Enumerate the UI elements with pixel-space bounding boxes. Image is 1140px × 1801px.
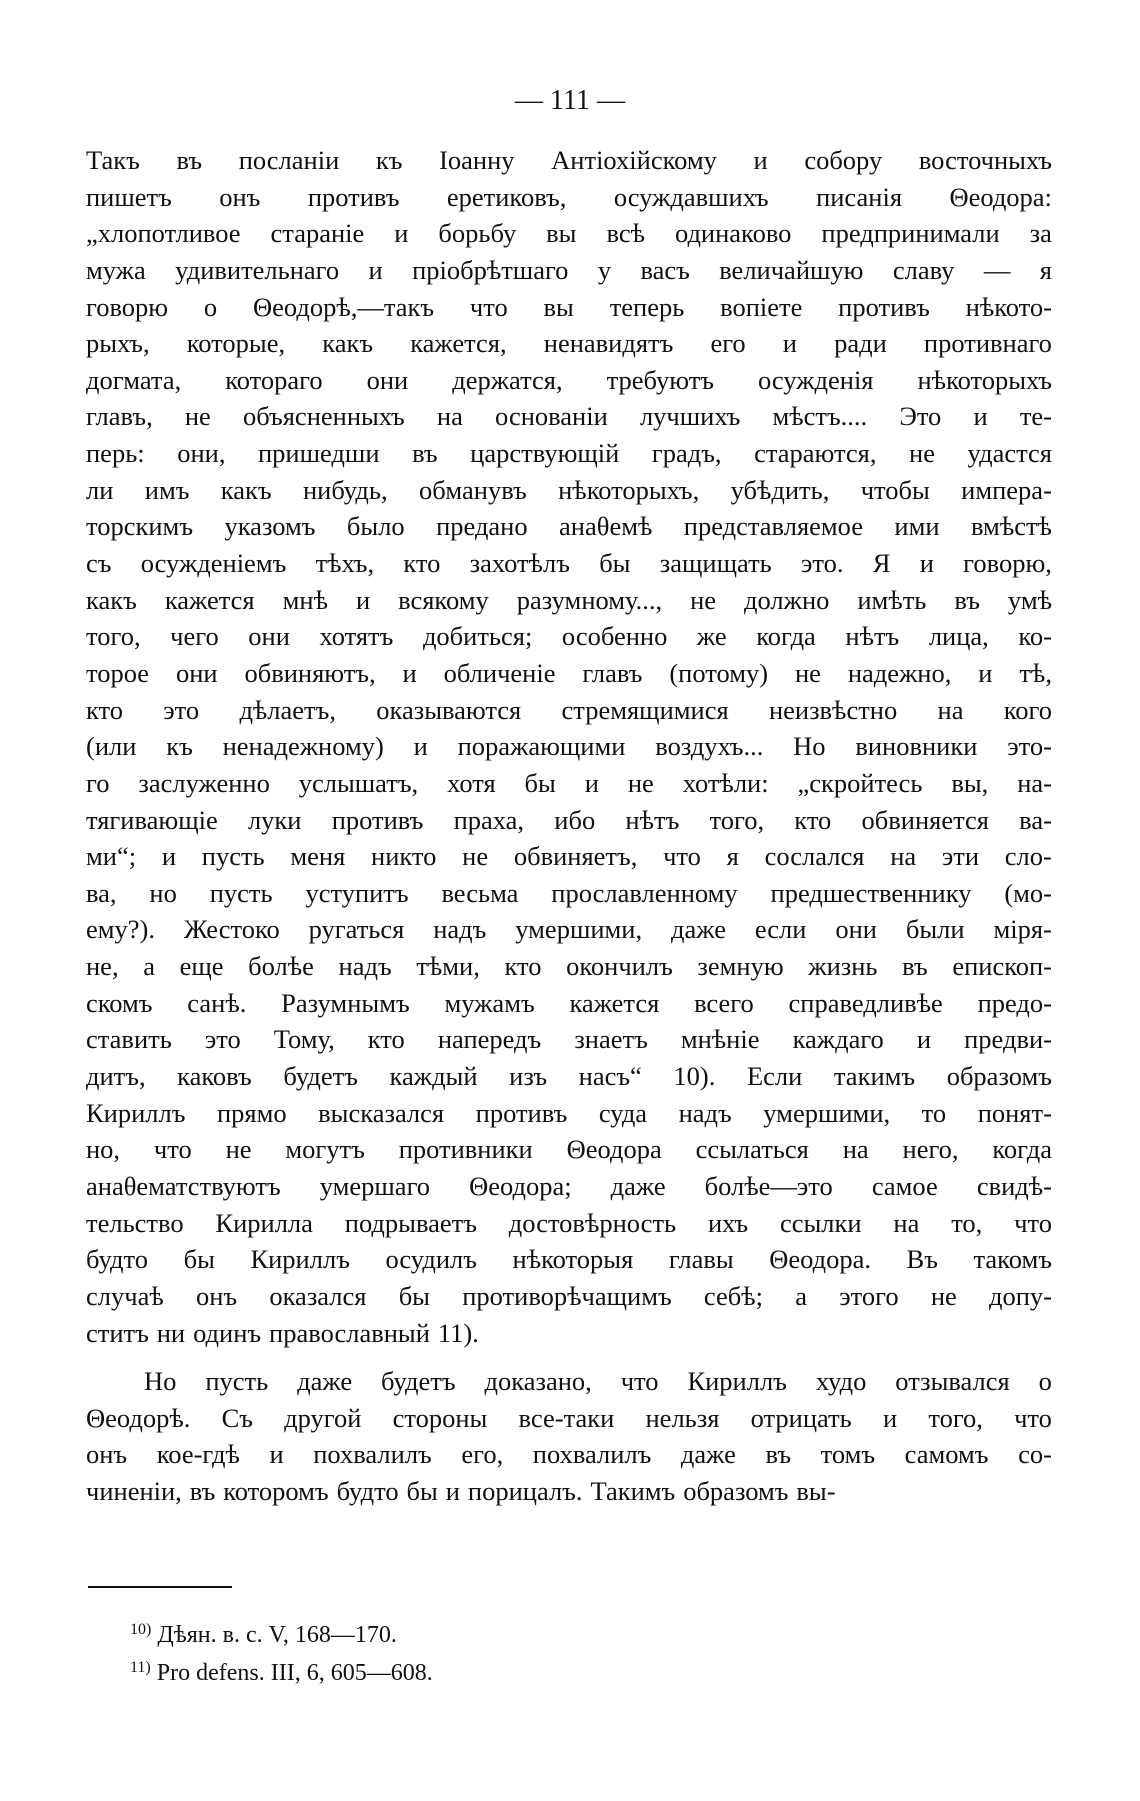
text-line: рыхъ, которые, какъ кажется, ненавидятъ его и ради противнаго: [86, 328, 1052, 359]
text-line: „хлопотливое стараніе и борьбу вы всѣ одинаково предпринимали за: [86, 218, 1052, 249]
footnote-mark: 10): [130, 1621, 152, 1638]
text-line: перь: они, пришедши въ царствующій градъ, стараются, не удастся: [86, 438, 1052, 469]
text-line: Кириллъ прямо высказался противъ суда надъ умершими, то понят-: [86, 1097, 1052, 1128]
text-line: го заслуженно услышатъ, хотя бы и не хотѣли: „скройтесь вы, на-: [86, 767, 1052, 798]
footnotes: [130, 1616, 1030, 1692]
text-line: догмата, котораго они держатся, требуютъ осужденія нѣкоторыхъ: [86, 364, 1052, 395]
text-line: дитъ, каковъ будетъ каждый изъ насъ“ 10). Если такимъ образомъ: [86, 1061, 1052, 1092]
text-line: ему?). Жестоко ругаться надъ умершими, даже если они были міря-: [86, 914, 1052, 945]
text-line: ва, но пусть уступитъ весьма прославленному предшественнику (мо-: [86, 877, 1052, 908]
text-line: ставить это Тому, кто напередъ знаетъ мнѣніе каждаго и предви-: [86, 1024, 1052, 1055]
text-line: говорю о Θеодорѣ,—такъ что вы теперь вопіете противъ нѣкото-: [86, 291, 1052, 322]
text-line: того, чего они хотятъ добиться; особенно же когда нѣтъ лица, ко-: [86, 621, 1052, 652]
paragraph-gap: [86, 1351, 1052, 1363]
text-line: (или къ ненадежному) и поражающими воздухъ... Но виновники это-: [86, 731, 1052, 762]
body-text: [86, 142, 1052, 1510]
text-line: торое они обвиняютъ, и обличеніе главъ (потому) не надежно, и тѣ,: [86, 657, 1052, 688]
text-line: какъ кажется мнѣ и всякому разумному..., не должно имѣть въ умѣ: [86, 584, 1052, 615]
page-number: — 111 —: [515, 85, 625, 116]
paragraph-2: [86, 1363, 1052, 1510]
text-line: Θеодорѣ. Съ другой стороны все-таки нельзя отрицать и того, что: [86, 1402, 1052, 1433]
text-line: главъ, не объясненныхъ на основаніи лучшихъ мѣстъ.... Это и те-: [86, 401, 1052, 432]
text-line: анаθематствуютъ умершаго Θеодора; даже болѣе—это самое свидѣ-: [86, 1170, 1052, 1201]
text-line: будто бы Кириллъ осудилъ нѣкоторыя главы Θеодора. Въ такомъ: [86, 1244, 1052, 1275]
text-line: мужа удивительнаго и пріобрѣтшаго у васъ величайшую славу — я: [86, 254, 1052, 285]
footnote-rule: [88, 1586, 232, 1588]
footnote-10: [130, 1616, 1030, 1654]
footnote-text: Дѣян. в. с. V, 168—170.: [157, 1622, 397, 1648]
text-line: пишетъ онъ противъ еретиковъ, осуждавшихъ писанія Θеодора:: [86, 181, 1052, 212]
text-line: тягивающіе луки противъ праха, ибо нѣтъ того, кто обвиняется ва-: [86, 804, 1052, 835]
text-line: съ осужденіемъ тѣхъ, кто захотѣлъ бы защищать это. Я и говорю,: [86, 548, 1052, 579]
text-line: кто это дѣлаетъ, оказываются стремящимися неизвѣстно на кого: [86, 694, 1052, 725]
paragraph-1: [86, 142, 1052, 1351]
text-line: ститъ ни одинъ православный 11).: [86, 1317, 479, 1348]
text-line: случаѣ онъ оказался бы противорѣчащимъ себѣ; а этого не допу-: [86, 1280, 1052, 1311]
text-line: ми“; и пусть меня никто не обвиняетъ, что я сослался на эти сло-: [86, 841, 1052, 872]
text-line: скомъ санѣ. Разумнымъ мужамъ кажется всего справедливѣе предо-: [86, 987, 1052, 1018]
text-line: чиненіи, въ которомъ будто бы и порицалъ. Такимъ образомъ вы-: [86, 1476, 836, 1507]
text-line: тельство Кирилла подрываетъ достовѣрность ихъ ссылки на то, что: [86, 1207, 1052, 1238]
text-line: торскимъ указомъ было предано анаθемѣ представляемое ими вмѣстѣ: [86, 511, 1052, 542]
text-line: ли имъ какъ нибудь, обманувъ нѣкоторыхъ, убѣдить, чтобы импера-: [86, 474, 1052, 505]
text-line: онъ кое-гдѣ и похвалилъ его, похвалилъ даже въ томъ самомъ со-: [86, 1439, 1052, 1470]
footnote-text: Pro defens. III, 6, 605—608.: [156, 1660, 433, 1686]
text-line: Такъ въ посланіи къ Іоанну Антіохійскому и собору восточныхъ: [86, 145, 1052, 175]
footnote-11: [130, 1654, 1030, 1692]
text-line: Но пусть даже будетъ доказано, что Кириллъ худо отзывался о: [144, 1366, 1052, 1397]
text-line: но, что не могутъ противники Θеодора ссылаться на него, когда: [86, 1134, 1052, 1165]
text-line: не, а еще болѣе надъ тѣми, кто окончилъ земную жизнь въ епископ-: [86, 951, 1052, 982]
footnote-mark: 11): [130, 1659, 151, 1676]
